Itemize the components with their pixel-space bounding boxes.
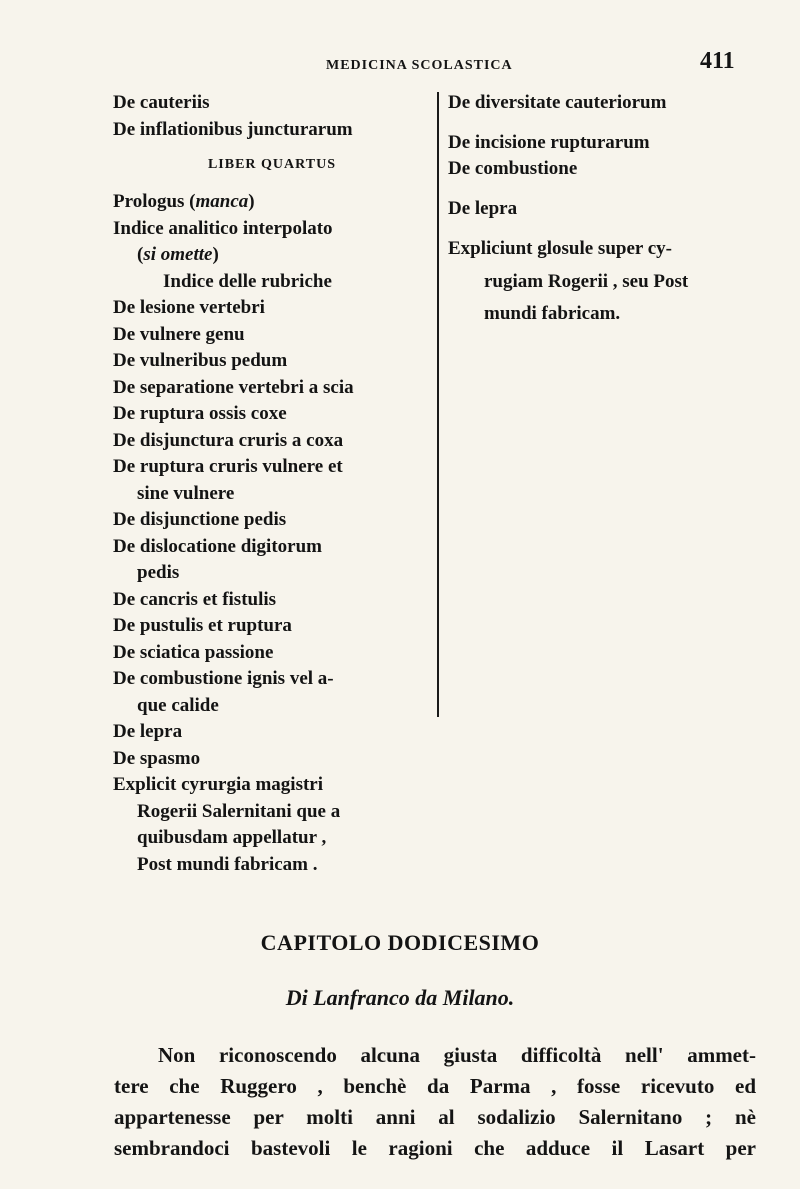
si-omette-suffix: ) — [212, 244, 219, 265]
rubric-line: De cancris et fistulis — [113, 588, 277, 610]
rubric-line: Indice delle rubriche — [163, 270, 332, 292]
explicit-line-continued: Rogerii Salernitani que a — [137, 800, 341, 822]
rubric-line: De incisione rupturarum — [448, 131, 650, 153]
si-omette-line — [113, 242, 431, 269]
section-heading: LIBER QUARTUS — [207, 157, 337, 172]
rubric-line: De separatione vertebri a scia — [113, 376, 354, 398]
explicit-line-continued: mundi fabricam. — [484, 303, 621, 324]
rubric-line-continued: pedis — [137, 562, 180, 583]
rubric-line: De ruptura ossis coxe — [113, 403, 287, 424]
prologus-note: manca — [195, 191, 249, 212]
rubric-line: De combustione ignis vel a- — [113, 668, 334, 689]
chapter-title: CAPITOLO DODICESIMO — [260, 930, 540, 955]
rubric-line: De sciatica passione — [113, 641, 274, 663]
explicit-line: Explicit cyrurgia magistri — [113, 774, 324, 795]
rubric-line-continued: sine vulnere — [137, 482, 235, 504]
rubric-line: De dislocatione digitorum — [113, 535, 322, 557]
body-line: tere che Ruggero , benchè da Parma , fosse ricevuto ed — [114, 1074, 756, 1098]
rubric-line: De lepra — [113, 721, 183, 742]
explicit-line-continued: quibusdam appellatur , — [137, 827, 327, 848]
prologus-suffix: ) — [248, 191, 255, 212]
rubric-line-continued: que calide — [137, 694, 219, 716]
explicit-line: Expliciunt glosule super cy- — [448, 238, 672, 259]
rubric-line: De inflationibus juncturarum — [113, 118, 353, 140]
explicit-line-continued: rugiam Rogerii , seu Post — [484, 270, 689, 292]
rubric-line: De lesione vertebri — [113, 297, 265, 318]
body-line: sembrandoci bastevoli le ragioni che adduce il Lasart per — [114, 1136, 756, 1160]
left-column — [113, 90, 431, 878]
rubric-line: De disjunctione pedis — [113, 509, 287, 530]
si-omette-note: si omette — [143, 244, 213, 265]
running-title: MEDICINA SCOLASTICA — [326, 58, 513, 73]
rubric-line: De disjunctura cruris a coxa — [113, 429, 344, 451]
chapter-subtitle: Di Lanfranco da Milano. — [285, 985, 515, 1010]
rubric-line: De pustulis et ruptura — [113, 615, 292, 636]
rubric-line: De spasmo — [113, 747, 201, 769]
si-omette-prefix: ( — [137, 244, 144, 265]
body-paragraph — [114, 1040, 756, 1164]
rubric-line: De vulnere genu — [113, 323, 245, 345]
right-column — [448, 90, 753, 328]
prologus-prefix: Prologus ( — [113, 191, 196, 212]
page-number: 411 — [700, 48, 735, 74]
rubric-line: De cauteriis — [113, 92, 210, 113]
body-line: appartenesse per molti anni al sodalizio Salernitano ; nè — [114, 1105, 756, 1129]
indice-line: Indice analitico interpolato — [113, 217, 333, 239]
prologus-line — [113, 189, 431, 216]
rubric-line: De vulneribus pedum — [113, 350, 288, 371]
column-divider — [437, 92, 439, 717]
rubric-line: De combustione — [448, 158, 578, 179]
explicit-line-continued: Post mundi fabricam . — [137, 853, 318, 875]
rubric-line: De ruptura cruris vulnere et — [113, 456, 343, 477]
rubric-line: De lepra — [448, 197, 518, 219]
body-line: Non riconoscendo alcuna giusta difficoltà nell' ammet- — [158, 1043, 756, 1067]
rubric-line: De diversitate cauteriorum — [448, 92, 667, 113]
